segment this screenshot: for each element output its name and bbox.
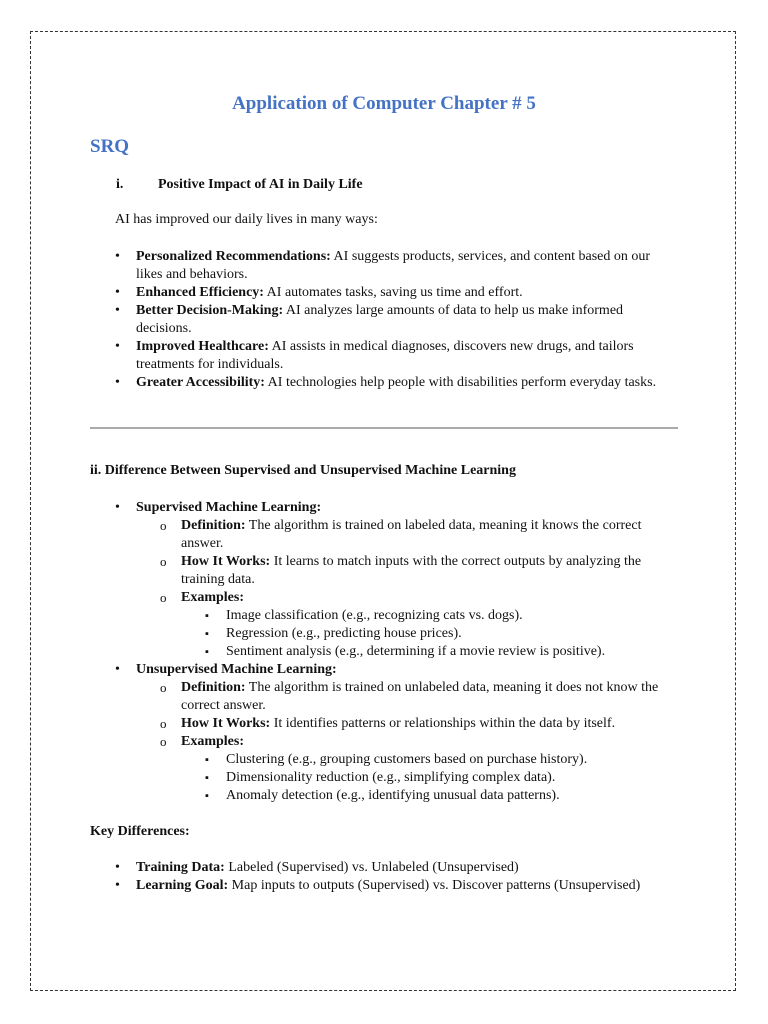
key-differences-list xyxy=(115,859,680,895)
list-item-text: The algorithm is trained on labeled data, meaning it knows the correct answer. xyxy=(181,518,642,551)
list-item-term: Training Data: xyxy=(136,860,225,875)
supervised-item xyxy=(115,499,680,661)
list-item-text: The algorithm is trained on unlabeled data, meaning it does not know the correct answer. xyxy=(181,680,659,713)
question-1-intro: AI has improved our daily lives in many ways: xyxy=(115,212,378,227)
list-item-term: Examples: xyxy=(181,734,244,749)
list-item-text: AI technologies help people with disabilities perform everyday tasks. xyxy=(264,375,657,390)
question-1-number: i. xyxy=(116,177,124,192)
example-item: ▪ Image classification (e.g., recognizing cats vs. dogs). xyxy=(205,607,680,625)
list-item-text: Labeled (Supervised) vs. Unlabeled (Unsupervised) xyxy=(224,860,519,875)
list-item xyxy=(160,589,680,661)
list-item xyxy=(160,733,680,805)
list-item-text: AI automates tasks, saving us time and effort. xyxy=(263,285,523,300)
supervised-details xyxy=(160,517,680,661)
list-item xyxy=(115,302,675,338)
list-item-term: Learning Goal: xyxy=(136,878,229,893)
list-item-term: How It Works: xyxy=(181,554,271,569)
horizontal-divider xyxy=(90,427,678,429)
example-item: ▪ Regression (e.g., predicting house prices). xyxy=(205,625,680,643)
list-item xyxy=(115,374,675,392)
list-item xyxy=(115,284,675,302)
list-item xyxy=(115,338,675,374)
question-1-title: Positive Impact of AI in Daily Life xyxy=(158,177,363,192)
list-item xyxy=(160,517,680,553)
list-item-term: Enhanced Efficiency: xyxy=(136,285,264,300)
list-item xyxy=(115,248,675,284)
example-item: ▪ Anomaly detection (e.g., identifying unusual data patterns). xyxy=(205,787,680,805)
section-heading: SRQ xyxy=(90,136,130,157)
unsupervised-item xyxy=(115,661,680,805)
list-item xyxy=(160,679,680,715)
ml-comparison-list xyxy=(115,499,680,805)
list-item xyxy=(160,715,680,733)
list-item-text: It identifies patterns or relationships within the data by itself. xyxy=(270,716,616,731)
list-item-term: Personalized Recommendations: xyxy=(136,249,331,264)
question-1-heading xyxy=(116,177,363,193)
list-item-text: It learns to match inputs with the correct outputs by analyzing the training data. xyxy=(181,554,642,587)
list-item-term: Greater Accessibility: xyxy=(136,375,265,390)
list-item-term: Definition: xyxy=(181,518,246,533)
unsupervised-label: Unsupervised Machine Learning: xyxy=(136,662,337,677)
list-item xyxy=(115,859,680,877)
list-item-text: Map inputs to outputs (Supervised) vs. Discover patterns (Unsupervised) xyxy=(228,878,641,893)
list-item-term: Improved Healthcare: xyxy=(136,339,269,354)
unsupervised-details xyxy=(160,679,680,805)
example-item: ▪ Sentiment analysis (e.g., determining if a movie review is positive). xyxy=(205,643,680,661)
list-item-term: Examples: xyxy=(181,590,244,605)
document-title: Application of Computer Chapter # 5 xyxy=(232,93,536,114)
key-differences-heading: Key Differences: xyxy=(90,824,190,839)
list-item-text: AI suggests products, services, and content based on our likes and behaviors. xyxy=(136,249,651,282)
impact-list xyxy=(115,248,675,392)
question-2-heading: ii. Difference Between Supervised and Unsupervised Machine Learning xyxy=(90,463,516,478)
list-item-term: How It Works: xyxy=(181,716,271,731)
supervised-examples xyxy=(205,607,680,661)
list-item-text: AI assists in medical diagnoses, discovers new drugs, and tailors treatments for individuals. xyxy=(136,339,634,372)
list-item xyxy=(115,877,680,895)
unsupervised-examples xyxy=(205,751,680,805)
list-item-term: Better Decision-Making: xyxy=(136,303,284,318)
list-item xyxy=(160,553,680,589)
example-item: ▪ Clustering (e.g., grouping customers based on purchase history). xyxy=(205,751,680,769)
supervised-label: Supervised Machine Learning: xyxy=(136,500,322,515)
list-item-text: AI analyzes large amounts of data to help us make informed decisions. xyxy=(136,303,624,336)
example-item: ▪ Dimensionality reduction (e.g., simplifying complex data). xyxy=(205,769,680,787)
list-item-term: Definition: xyxy=(181,680,246,695)
